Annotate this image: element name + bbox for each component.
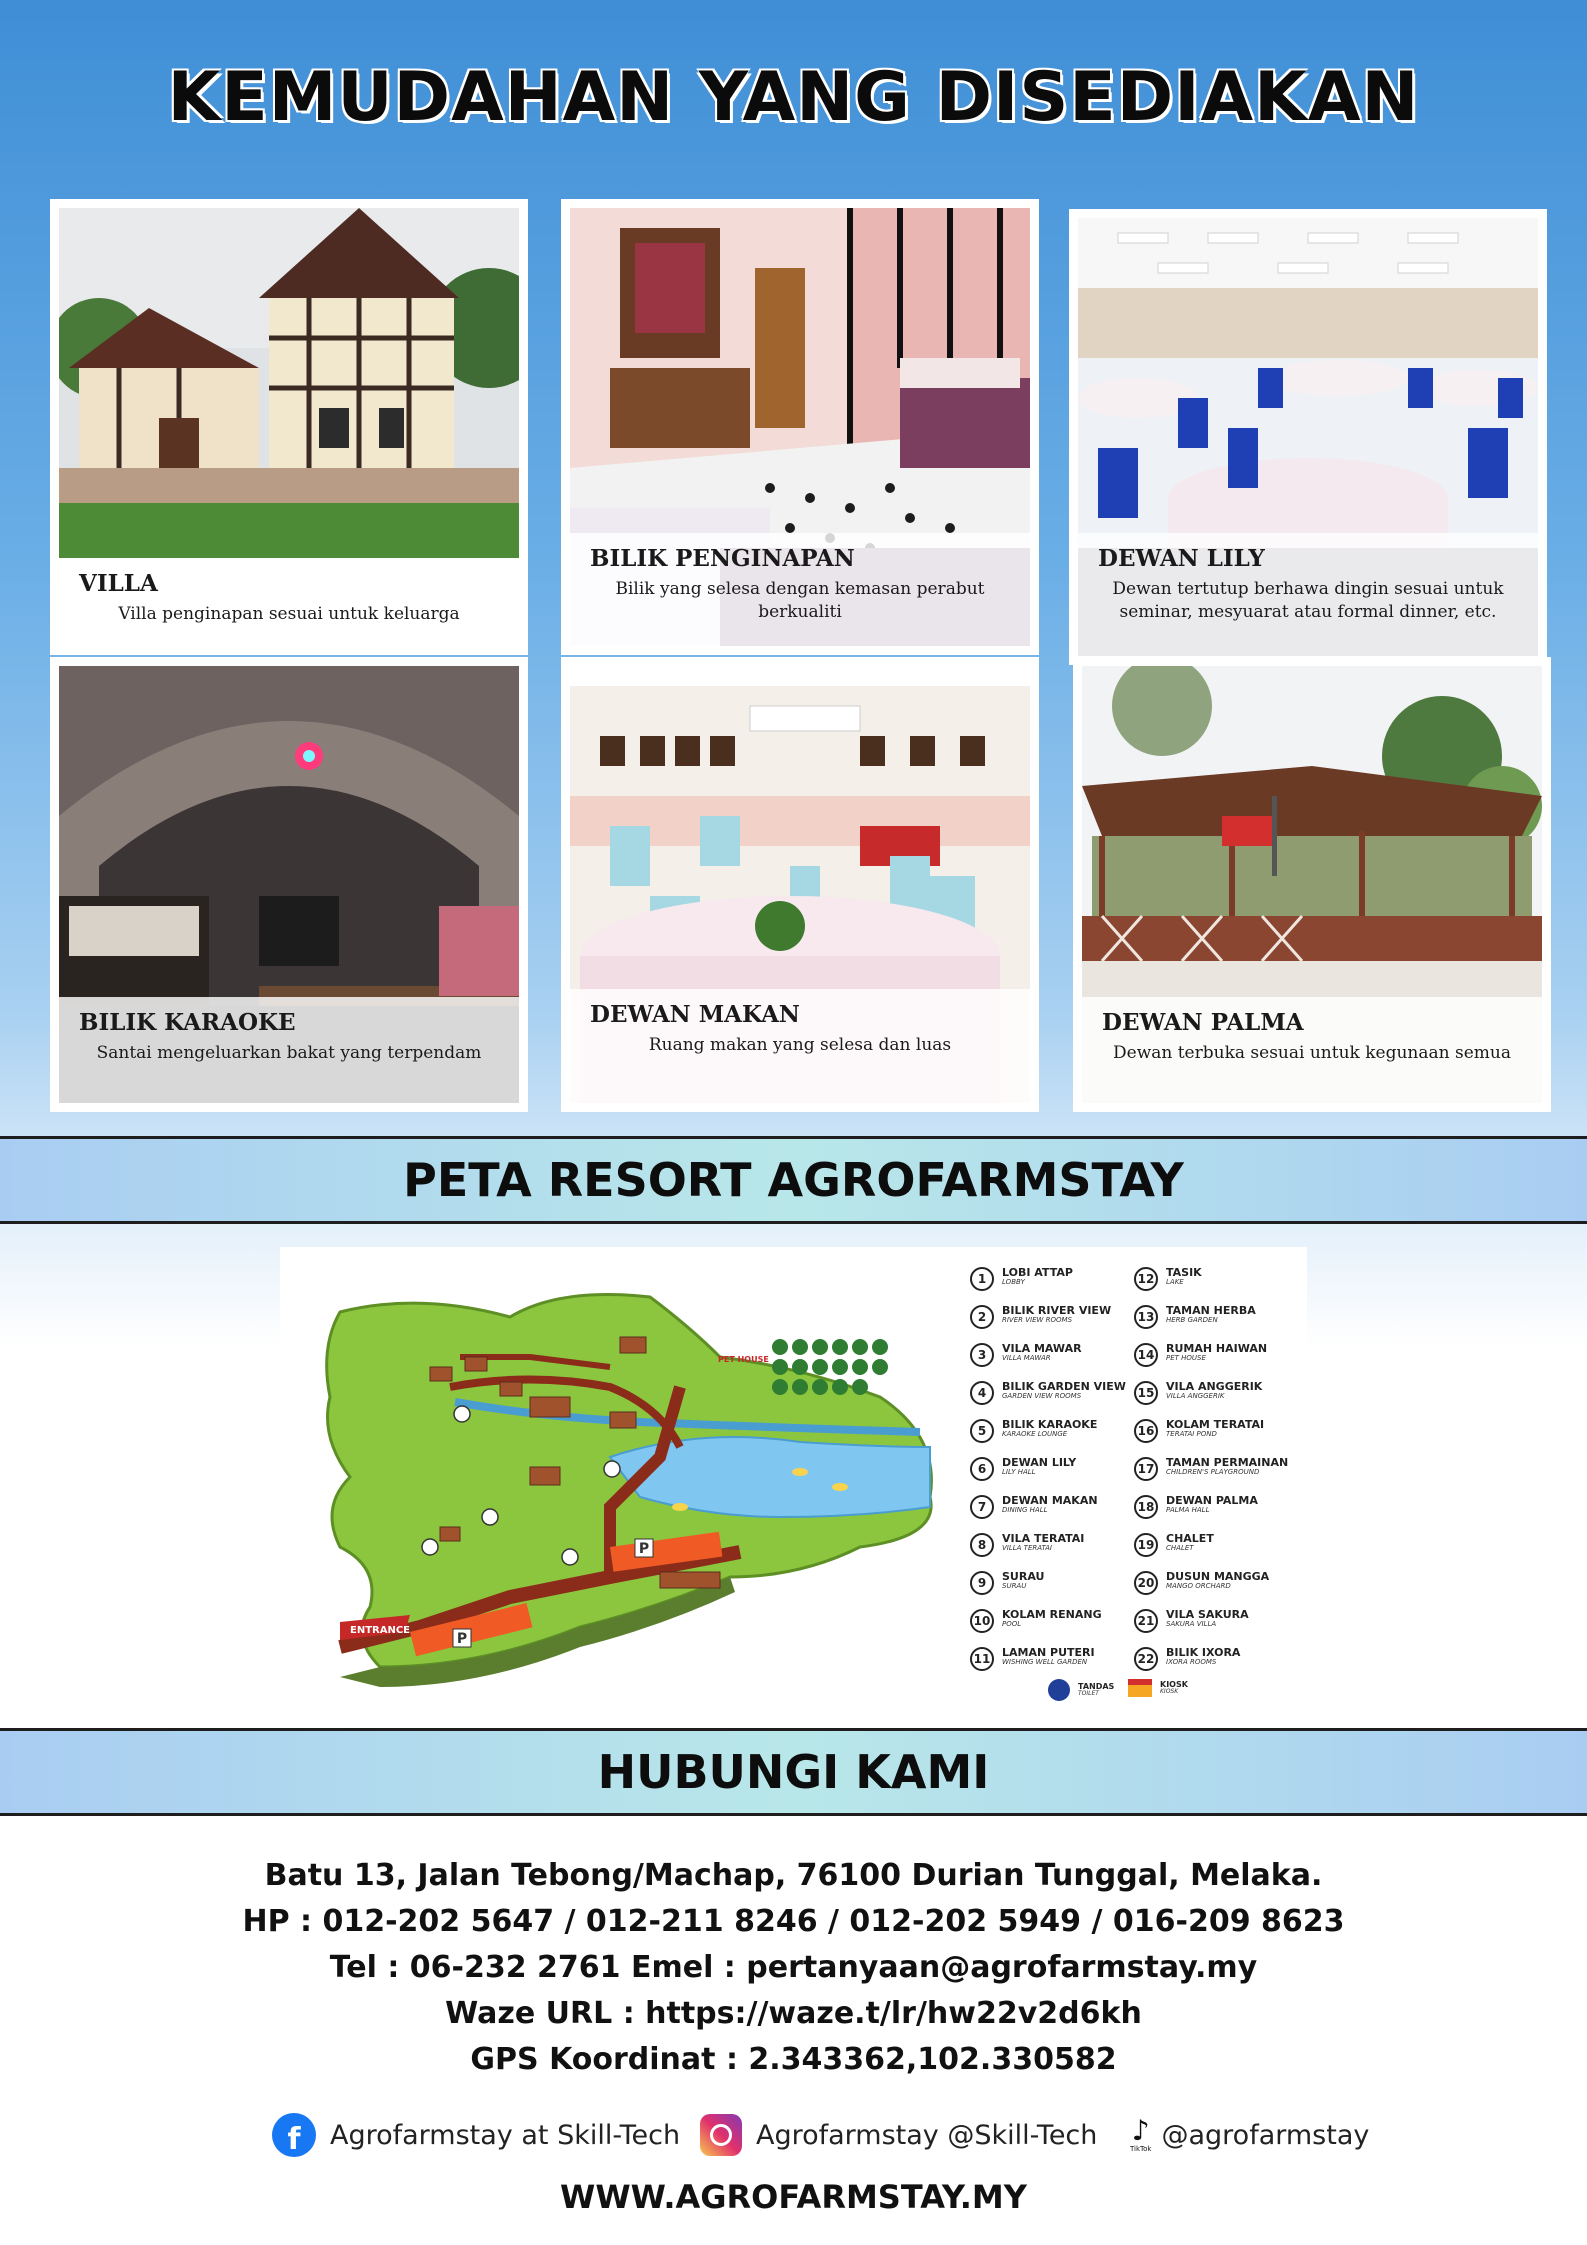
tiktok-brand-label: TikTok [1130, 2145, 1152, 2153]
resort-map-illustration [280, 1247, 960, 1707]
page-title: KEMUDAHAN YANG DISEDIAKAN [167, 58, 1420, 137]
legend-number: 14 [1134, 1343, 1158, 1367]
legend-name: BILIK IXORA [1166, 1646, 1241, 1659]
legend-item [1134, 1457, 1288, 1481]
legend-name: KOLAM TERATAI [1166, 1418, 1265, 1431]
legend-number: 20 [1134, 1571, 1158, 1595]
legend-item [970, 1419, 1097, 1443]
legend-item [970, 1457, 1076, 1481]
facility-card-dewan-makan [561, 657, 1039, 1112]
legend-name: BILIK GARDEN VIEW [1002, 1380, 1126, 1393]
legend-number: 19 [1134, 1533, 1158, 1557]
facility-card-villa [50, 199, 528, 655]
legend-number: 21 [1134, 1609, 1158, 1633]
parking-label: P [456, 1631, 468, 1647]
legend-name: VILA TERATAI [1002, 1532, 1085, 1545]
map-heading-text: PETA RESORT AGROFARMSTAY [403, 1153, 1184, 1207]
legend-sub: IXORA ROOMS [1166, 1657, 1217, 1666]
facebook-icon: f [272, 2113, 316, 2157]
instagram-icon [700, 2114, 742, 2156]
legend-number: 16 [1134, 1419, 1158, 1443]
tiktok-icon: ♪ TikTok [1130, 2114, 1152, 2153]
legend-name: SURAU [1002, 1570, 1045, 1583]
legend-number: 9 [970, 1571, 994, 1595]
legend-item [970, 1609, 1102, 1633]
kiosk-icon [1128, 1679, 1152, 1697]
legend-number: 11 [970, 1647, 994, 1671]
legend-name: TANDAS [1078, 1681, 1115, 1691]
facility-name: DEWAN MAKAN [590, 1001, 800, 1028]
legend-number: 2 [970, 1305, 994, 1329]
facebook-link[interactable] [272, 2112, 680, 2158]
legend-name: TAMAN PERMAINAN [1166, 1456, 1289, 1469]
tel-email-line: Tel : 06-232 2761 Emel : pertanyaan@agrofarmstay.my [329, 1950, 1258, 1985]
legend-name: KOLAM RENANG [1002, 1608, 1102, 1621]
legend-sub: MANGO ORCHARD [1166, 1581, 1231, 1590]
facility-card-bilik-penginapan [561, 199, 1039, 655]
legend-number: 5 [970, 1419, 994, 1443]
dewan-makan-caption [570, 989, 1030, 1103]
legend-sub: KARAOKE LOUNGE [1002, 1429, 1068, 1438]
legend-sub: CHILDREN'S PLAYGROUND [1166, 1467, 1260, 1476]
legend-item [1134, 1381, 1262, 1405]
legend-sub: LAKE [1166, 1277, 1184, 1286]
legend-sub: POOL [1002, 1619, 1022, 1628]
legend-name: TAMAN HERBA [1166, 1304, 1256, 1317]
legend-item [970, 1305, 1111, 1329]
tiktok-link[interactable] [1130, 2112, 1369, 2158]
contact-heading-text: HUBUNGI KAMI [597, 1745, 990, 1799]
legend-sub: RIVER VIEW ROOMS [1002, 1315, 1073, 1324]
tiktok-label: @agrofarmstay [1161, 2119, 1370, 2151]
legend-number: 22 [1134, 1647, 1158, 1671]
dewan-palma-caption [1082, 997, 1542, 1103]
legend-number: 13 [1134, 1305, 1158, 1329]
legend-item [1134, 1533, 1214, 1557]
legend-item [970, 1495, 1098, 1519]
legend-number: 17 [1134, 1457, 1158, 1481]
legend-name: BILIK KARAOKE [1002, 1418, 1098, 1431]
legend-sub: VILLA MAWAR [1002, 1353, 1051, 1362]
legend-sub: HERB GARDEN [1166, 1315, 1218, 1324]
facility-description: Dewan tertutup berhawa dingin sesuai untuk seminar, mesyuarat atau formal dinner, etc. [1112, 579, 1504, 622]
legend-name: DEWAN MAKAN [1002, 1494, 1098, 1507]
legend-number: 8 [970, 1533, 994, 1557]
legend-item [1134, 1495, 1258, 1519]
facebook-label: Agrofarmstay at Skill-Tech [330, 2119, 681, 2151]
dewan-lily-caption [1078, 533, 1538, 656]
waze-line: Waze URL : https://waze.t/lr/hw22v2d6kh [445, 1996, 1142, 2031]
legend-number: 18 [1134, 1495, 1158, 1519]
facility-name: VILLA [79, 570, 158, 597]
legend-sub: VILLA ANGGERIK [1166, 1391, 1225, 1400]
legend-number: 7 [970, 1495, 994, 1519]
legend-item [1134, 1267, 1202, 1291]
facility-name: DEWAN LILY [1098, 545, 1265, 572]
legend-sub: SAKURA VILLA [1166, 1619, 1217, 1628]
facility-card-dewan-palma [1073, 657, 1551, 1112]
instagram-label: Agrofarmstay @Skill-Tech [756, 2119, 1098, 2151]
legend-item [1134, 1305, 1256, 1329]
legend-sub: PET HOUSE [1166, 1353, 1206, 1362]
legend-name: LOBI ATTAP [1002, 1266, 1073, 1279]
legend-item [970, 1533, 1084, 1557]
facility-description: Ruang makan yang selesa dan luas [648, 1035, 952, 1055]
legend-sub: WISHING WELL GARDEN [1002, 1657, 1088, 1666]
facility-description: Bilik yang selesa dengan kemasan perabut berkualiti [615, 579, 985, 622]
legend-number: 12 [1134, 1267, 1158, 1291]
parking-label: P [638, 1541, 650, 1557]
facility-description: Santai mengeluarkan bakat yang terpendam [96, 1043, 482, 1063]
legend-sub: TOILET [1078, 1690, 1099, 1698]
legend-name: DEWAN LILY [1002, 1456, 1077, 1469]
facility-card-dewan-lily [1069, 209, 1547, 665]
legend-name: LAMAN PUTERI [1002, 1646, 1095, 1659]
instagram-link[interactable] [700, 2112, 1097, 2158]
bilik-karaoke-caption [59, 997, 519, 1103]
entrance-label: ENTRANCE [350, 1625, 410, 1636]
legend-number: 15 [1134, 1381, 1158, 1405]
legend-name: KIOSK [1160, 1679, 1188, 1689]
legend-name: VILA ANGGERIK [1166, 1380, 1263, 1393]
legend-item [970, 1381, 1126, 1405]
website-link[interactable]: WWW.AGROFARMSTAY.MY [560, 2178, 1027, 2216]
toilet-icon [1048, 1679, 1070, 1701]
legend-sub: LILY HALL [1002, 1467, 1036, 1476]
legend-number: 10 [970, 1609, 994, 1633]
legend-name: DEWAN PALMA [1166, 1494, 1258, 1507]
legend-sub: VILLA TERATAI [1002, 1543, 1052, 1552]
legend-number: 3 [970, 1343, 994, 1367]
phone-line: HP : 012-202 5647 / 012-211 8246 / 012-202 5949 / 016-209 8623 [242, 1904, 1345, 1939]
legend-item [1134, 1343, 1267, 1367]
legend-name: VILA SAKURA [1166, 1608, 1249, 1621]
villa-caption [59, 558, 519, 636]
facility-name: BILIK KARAOKE [79, 1009, 296, 1036]
legend-sub: GARDEN VIEW ROOMS [1002, 1391, 1082, 1400]
legend-sub: PALMA HALL [1166, 1505, 1210, 1514]
legend-name: DUSUN MANGGA [1166, 1570, 1270, 1583]
facility-card-bilik-karaoke [50, 657, 528, 1112]
legend-name: BILIK RIVER VIEW [1002, 1304, 1112, 1317]
legend-item [1134, 1419, 1264, 1443]
legend-sub: TERATAI POND [1166, 1429, 1217, 1438]
legend-item [970, 1267, 1073, 1291]
legend-sub: DINING HALL [1002, 1505, 1048, 1514]
legend-item [1134, 1647, 1240, 1671]
villa-photo [59, 208, 519, 558]
legend-name: RUMAH HAIWAN [1166, 1342, 1268, 1355]
legend-extra-kiosk [1128, 1679, 1188, 1697]
legend-name: VILA MAWAR [1002, 1342, 1082, 1355]
legend-name: CHALET [1166, 1532, 1214, 1545]
legend-number: 1 [970, 1267, 994, 1291]
legend-item [1134, 1609, 1249, 1633]
facility-name: DEWAN PALMA [1102, 1009, 1304, 1036]
pet-house-label: PET HOUSE [718, 1355, 769, 1364]
facility-description: Dewan terbuka sesuai untuk kegunaan semua [1113, 1043, 1511, 1063]
legend-number: 4 [970, 1381, 994, 1405]
map-section-heading [0, 1136, 1587, 1224]
legend-sub: LOBBY [1002, 1277, 1025, 1286]
legend-extra-toilet [1048, 1679, 1114, 1701]
gps-line: GPS Koordinat : 2.343362,102.330582 [470, 2042, 1117, 2077]
legend-number: 6 [970, 1457, 994, 1481]
address-line: Batu 13, Jalan Tebong/Machap, 76100 Durian Tunggal, Melaka. [264, 1858, 1323, 1893]
legend-item [1134, 1571, 1269, 1595]
facility-description: Villa penginapan sesuai untuk keluarga [118, 604, 460, 624]
legend-sub: KIOSK [1160, 1688, 1179, 1696]
contact-section-heading [0, 1728, 1587, 1816]
facility-name: BILIK PENGINAPAN [590, 545, 855, 572]
legend-item [970, 1647, 1095, 1671]
legend-sub: SURAU [1002, 1581, 1027, 1590]
legend-name: TASIK [1166, 1266, 1202, 1279]
legend-item [970, 1571, 1044, 1595]
bilik-penginapan-caption [570, 533, 1030, 646]
legend-sub: CHALET [1166, 1543, 1194, 1552]
resort-map [280, 1247, 1307, 1707]
legend-item [970, 1343, 1082, 1367]
